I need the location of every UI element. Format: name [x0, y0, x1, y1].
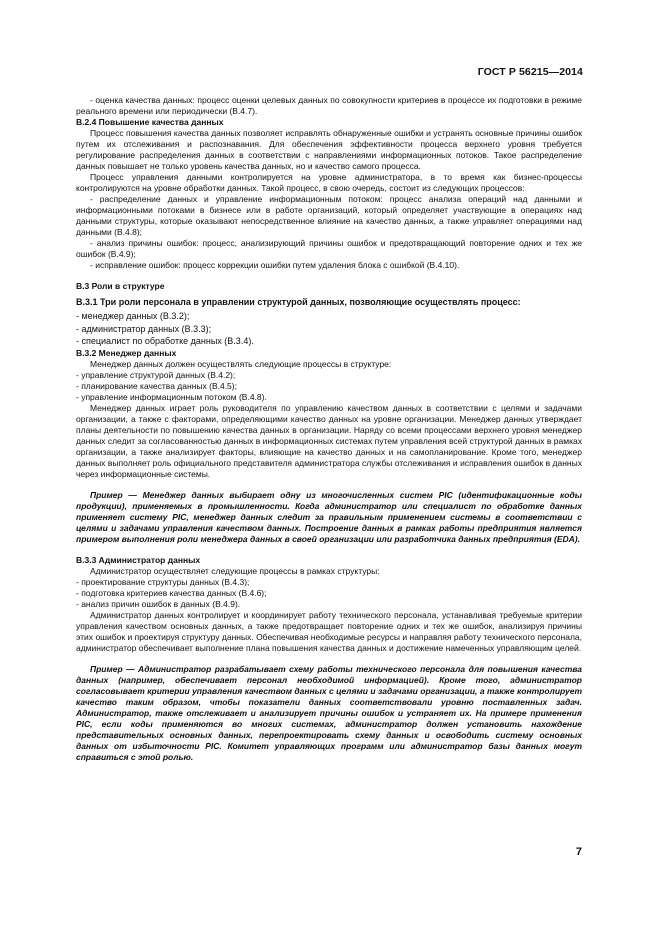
- example-administrator: Пример — Администратор разрабатывает схему работы технического персонала для повышения качества данных (например, обеспечивает персонал необходимой информацией). Кроме того, администратор согласовывает критерии управления качеством данных с целями и задачами организации, а также контролирует качество таким образом, чтобы показатели данных соответствовали уровню поставленных задач. Администратор, также отслеживает и анализирует причины ошибок и устраняет их. На примере применения PIC, если коды применяются во многих системах, администратор должен установить нахождение представительных основных данных, перепроектировать схему данных и освободить систему основных данных от избыточности PIC. Комитет управляющих программ или администратор базы данных могут справиться с этой ролью.: [76, 663, 582, 762]
- page-number: 7: [575, 846, 582, 858]
- section-b32-paragraph: Менеджер данных играет роль руководителя по управлению качеством данных в соответствии с целями и задачами организации, а также с факторами, определяющими качество данных на уровне организации. Менеджер данных утверждает планы деятельности по повышению качества данных в организации. Наряду со всеми процессами верхнего уровня менеджер данных следит за согласованностью данных в информационных системах путем управления всей структурой данных в рамках организации, а также анализирует факторы, влияющие на качество данных и на самопланирование. Кроме того, менеджер данных выполняет роль официального представителя администратора службы отслеживания и исправления ошибок в данных через информационные системы.: [76, 402, 582, 479]
- spacer: [76, 480, 582, 490]
- document-body: [76, 95, 582, 763]
- list-item: - анализ причины ошибок: процесс, анализирующий причины ошибок и предотвращающий повторение одних и тех же ошибок (B.4.9);: [76, 238, 582, 259]
- list-item: - управление структурой данных (B.4.2);: [76, 369, 236, 380]
- list-item: - проектирование структуры данных (B.4.3);: [76, 576, 250, 587]
- section-b32-heading: B.3.2 Менеджер данных: [76, 347, 177, 358]
- standard-header: ГОСТ Р 56215—2014: [477, 66, 583, 78]
- section-b33-paragraph: Администратор данных контролирует и координирует работу технического персонала, устанавливая требуемые критерии управления качеством основных данных, а также предотвращает повторение одних и тех же ошибок, анализируя причины этих ошибок и проектируя структуру данных. Обеспечивая необходимые ресурсы и направляя работу технического персонала, администратор обеспечивает выполнение плана повышения качества данных и достижение намеченных управляющим целей.: [76, 609, 582, 653]
- section-b33-heading: B.3.3 Администратор данных: [76, 554, 201, 565]
- list-item: - планирование качества данных (B.4.5);: [76, 380, 237, 391]
- list-item: - исправление ошибок: процесс коррекции ошибки путем удаления блока с ошибкой (B.4.10).: [90, 260, 460, 270]
- list-item: - администратор данных (B.3.3);: [76, 323, 212, 334]
- list-item: - специалист по обработке данных (B.3.4).: [76, 336, 254, 347]
- list-item: - управление информационным потоком (B.4.8).: [76, 391, 267, 402]
- intro-list-item: - оценка качества данных: процесс оценки целевых данных по совокупности критериев в процессе их подготовки в режиме реального времени или периодически (B.4.7).: [76, 95, 582, 116]
- spacer: [76, 545, 582, 555]
- list-item: - подготовка критериев качества данных (B.4.6);: [76, 587, 267, 598]
- list-item: - менеджер данных (B.3.2);: [76, 311, 190, 322]
- section-b33-intro: Администратор осуществляет следующие процессы в рамках структуры:: [90, 565, 380, 576]
- list-item: - анализ причин ошибок в данных (B.4.9).: [76, 598, 241, 609]
- list-item: - распределение данных и управление информационным потоком: процесс анализа операций над данными и информационными потоками в бизнесе или в работе организаций, который определяет участвующие в операциях над данными структуры, которые оказывают непосредственное влияние на качество данных, а также управляет операциями над данными (B.4.8);: [76, 194, 582, 237]
- spacer: [76, 271, 582, 277]
- section-b31-heading: B.3.1 Три роли персонала в управлении структурой данных, позволяющие осуществлять процесс:: [76, 297, 521, 307]
- example-manager: Пример — Менеджер данных выбирает одну из многочисленных систем PIC (идентификационные коды продукции), применяемых в промышленности. Когда администратор или специалист по обработке данных применяет систему PIC, менеджер данных следит за правильным применением системы в соответствии с целями и задачами управления качеством данных. Построение данных в рамках работы предприятия является примером выполнения роли менеджера данных в своей организации или разработчика данных предприятия (EDA).: [76, 489, 582, 544]
- section-b24-paragraph-2: Процесс управления данными контролируется на уровне администратора, в то время как бизнес-процессы контролируются на уровне обработки данных. Такой процесс, в свою очередь, состоит из следующих процессов:: [76, 172, 582, 193]
- section-b24-paragraph-1: Процесс повышения качества данных позволяет исправлять обнаруженные ошибки и устранять основные причины ошибок путем их отслеживания и распознавания. Для обеспечения эффективности процесса верхнего уровня требуется регулирование распределения данных в соответствии с направлениями информационных потоков. Такое распределение данных повышает не только уровень качества данных, но и качество самого процесса.: [76, 128, 582, 171]
- section-b24-heading: B.2.4 Повышение качества данных: [76, 117, 224, 127]
- section-b3-heading: B.3 Роли в структуре: [76, 281, 165, 291]
- spacer: [76, 654, 582, 664]
- section-b32-intro: Менеджер данных должен осуществлять следующие процессы в структуре:: [90, 358, 392, 369]
